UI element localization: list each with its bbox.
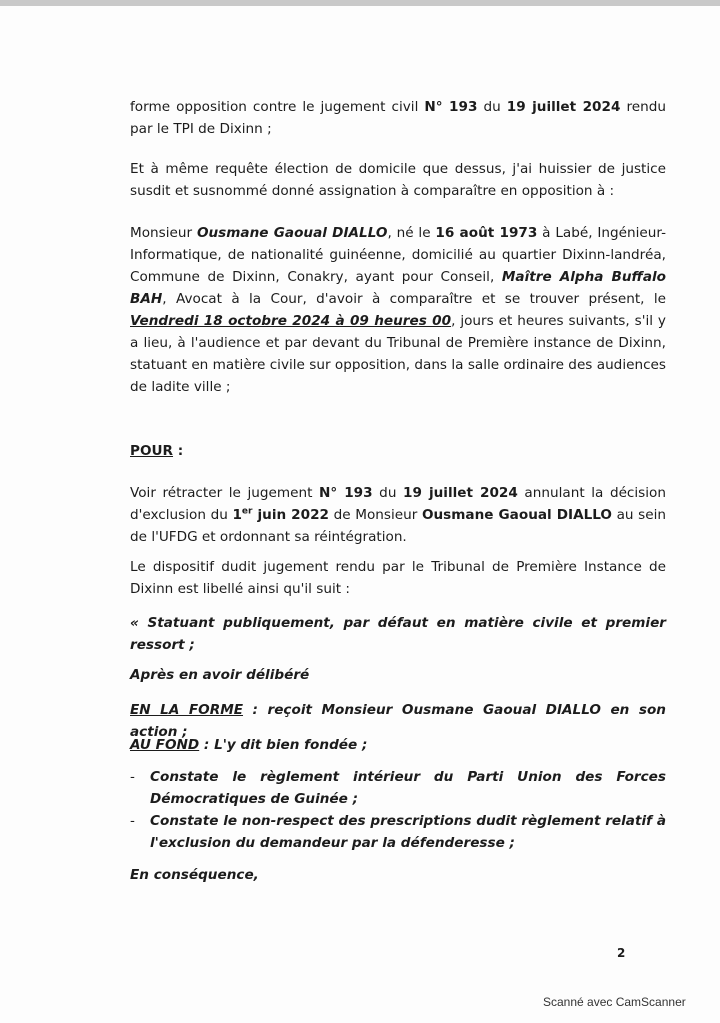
quote-statuant: « Statuant publiquement, par défaut en matière civile et premier ressort ; [130, 615, 666, 653]
paragraph-assignation: Et à même requête élection de domicile que dessus, j'ai huissier de justice susdit et susnommé donné assignation à comparaître en opposition à : [130, 161, 666, 199]
page-number: 2 [617, 946, 626, 960]
paragraph-dispositif: Le dispositif dudit jugement rendu par le Tribunal de Première Instance de Dixinn est libellé ainsi qu'il suit : [130, 559, 666, 597]
scanner-watermark: Scanné avec CamScanner [543, 995, 686, 1009]
quote-delibere: Après en avoir délibéré [130, 667, 310, 683]
bullet-marker: - [130, 813, 135, 829]
quote-au-fond: AU FOND : L'y dit bien fondée ; [130, 737, 368, 753]
heading-pour: POUR : [130, 443, 184, 459]
bullet-item: Constate le règlement intérieur du Parti Union des Forces Démocratiques de Guinée ; [150, 769, 666, 807]
bullet-marker: - [130, 769, 135, 785]
paragraph-opposition: forme opposition contre le jugement civil N° 193 du 19 juillet 2024 rendu par le TPI de Dixinn ; [130, 99, 666, 137]
bullet-item: Constate le non-respect des prescriptions dudit règlement relatif à l'exclusion du demandeur par la défenderesse ; [150, 813, 666, 851]
quote-en-consequence: En conséquence, [130, 867, 259, 883]
paragraph-retracter: Voir rétracter le jugement N° 193 du 19 juillet 2024 annulant la décision d'exclusion du 1er juin 2022 de Monsieur Ousmane Gaoual DIALLO au sein de l'UFDG et ordonnant sa réintégration. [130, 485, 666, 545]
quote-en-la-forme: EN LA FORME : reçoit Monsieur Ousmane Gaoual DIALLO en son action ; [130, 702, 666, 740]
paragraph-monsieur: Monsieur Ousmane Gaoual DIALLO, né le 16 août 1973 à Labé, Ingénieur-Informatique, de nationalité guinéenne, domicilié au quartier Dixinn-landréa, Commune de Dixinn, Conakry, ayant pour Conseil, Maître Alpha Buffalo BAH, Avocat à la Cour, d'avoir à comparaître et se trouver présent, le Vendredi 18 octobre 2024 à 09 heures 00, jours et heures suivants, s'il y a lieu, à l'audience et par devant du Tribunal de Première instance de Dixinn, statuant en matière civile sur opposition, dans la salle ordinaire des audiences de ladite ville ; [130, 225, 666, 395]
